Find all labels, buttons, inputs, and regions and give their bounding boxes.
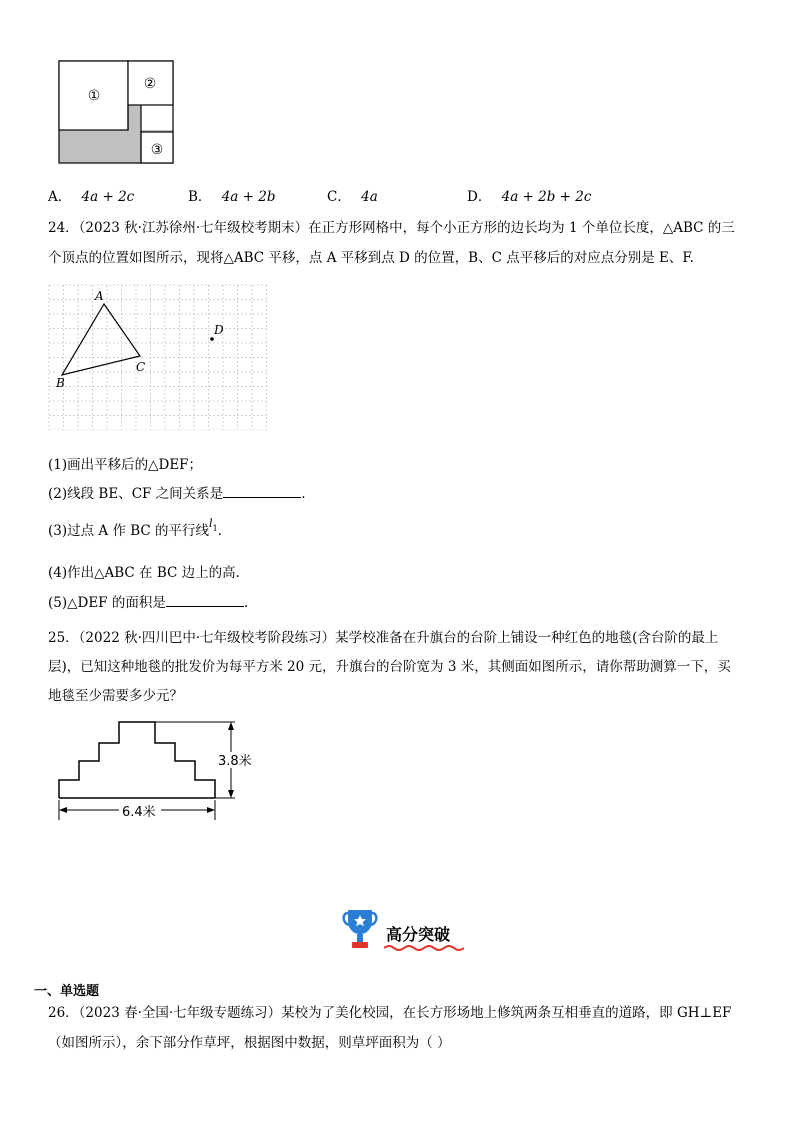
option-c: C． 4a [327, 189, 378, 205]
banner-title: 高分突破 [386, 925, 451, 944]
shaded-region-upper [128, 105, 141, 130]
option-a: A． 4a + 2c [48, 189, 135, 205]
option-d: D． 4a + 2b + 2c [467, 189, 592, 205]
q26-line2: （如图所示），余下部分作草坪，根据图中数据，则草坪面积为（ ） [48, 1035, 451, 1051]
label-c: C [136, 360, 146, 374]
label-a: A [95, 289, 104, 303]
q23-figure [58, 60, 174, 164]
q25-staircase-figure [55, 716, 255, 824]
width-label: 6.4米 [122, 805, 156, 820]
wave-underline [384, 944, 464, 952]
q24-sub1: (1)画出平移后的△DEF； [48, 457, 203, 473]
label-1: ① [87, 88, 101, 104]
q26-line1: 26．（2023 春·全国·七年级专题练习）某校为了美化校园，在长方形场地上修筑两条互相垂直的道路，即 GH⊥EF [48, 1005, 732, 1021]
q25-line1: 25．（2022 秋·四川巴中·七年级校考阶段练习）某学校准备在升旗台的台阶上铺设一种红色的地毯(含台阶的最上 [48, 630, 719, 646]
q24-line2: 个顶点的位置如图所示，现将△ABC 平移，点 A 平移到点 D 的位置，B、C 点平移后的对应点分别是 E、F. [48, 250, 694, 266]
label-b: B [56, 376, 65, 390]
q24-sub3: (3)过点 A 作 BC 的平行线$^{l1}$. [48, 517, 222, 539]
grid [49, 285, 267, 430]
point-d [210, 337, 214, 341]
staircase-outline [59, 722, 215, 798]
q24-grid-figure [48, 284, 268, 430]
height-label: 3.8米 [218, 754, 252, 769]
label-2: ② [143, 76, 157, 92]
section-heading: 一、单选题 [34, 984, 100, 999]
q24-line1: 24．（2023 秋·江苏徐州·七年级校考期末）在正方形网格中，每个小正方形的边长均为 1 个单位长度，△ABC 的三 [48, 220, 735, 236]
q25-line2: 层)，已知这种地毯的批发价为每平方米 20 元，升旗台的台阶宽为 3 米，其侧面如图所示，请你帮助测算一下，买 [48, 659, 731, 675]
q24-sub4: (4)作出△ABC 在 BC 边上的高. [48, 565, 240, 581]
label-d: D [214, 323, 224, 337]
option-b: B． 4a + 2b [188, 189, 276, 205]
q24-sub5: (5)△DEF 的面积是 . [48, 595, 249, 611]
answer-blank[interactable] [166, 594, 244, 607]
label-3: ③ [150, 142, 164, 158]
answer-blank[interactable] [223, 485, 301, 498]
triangle-abc [62, 304, 140, 375]
q25-line3: 地毯至少需要多少元？ [48, 688, 183, 704]
trophy-icon [340, 906, 380, 952]
section-banner [340, 906, 465, 956]
q24-sub2: (2)线段 BE、CF 之间关系是 . [48, 486, 306, 502]
